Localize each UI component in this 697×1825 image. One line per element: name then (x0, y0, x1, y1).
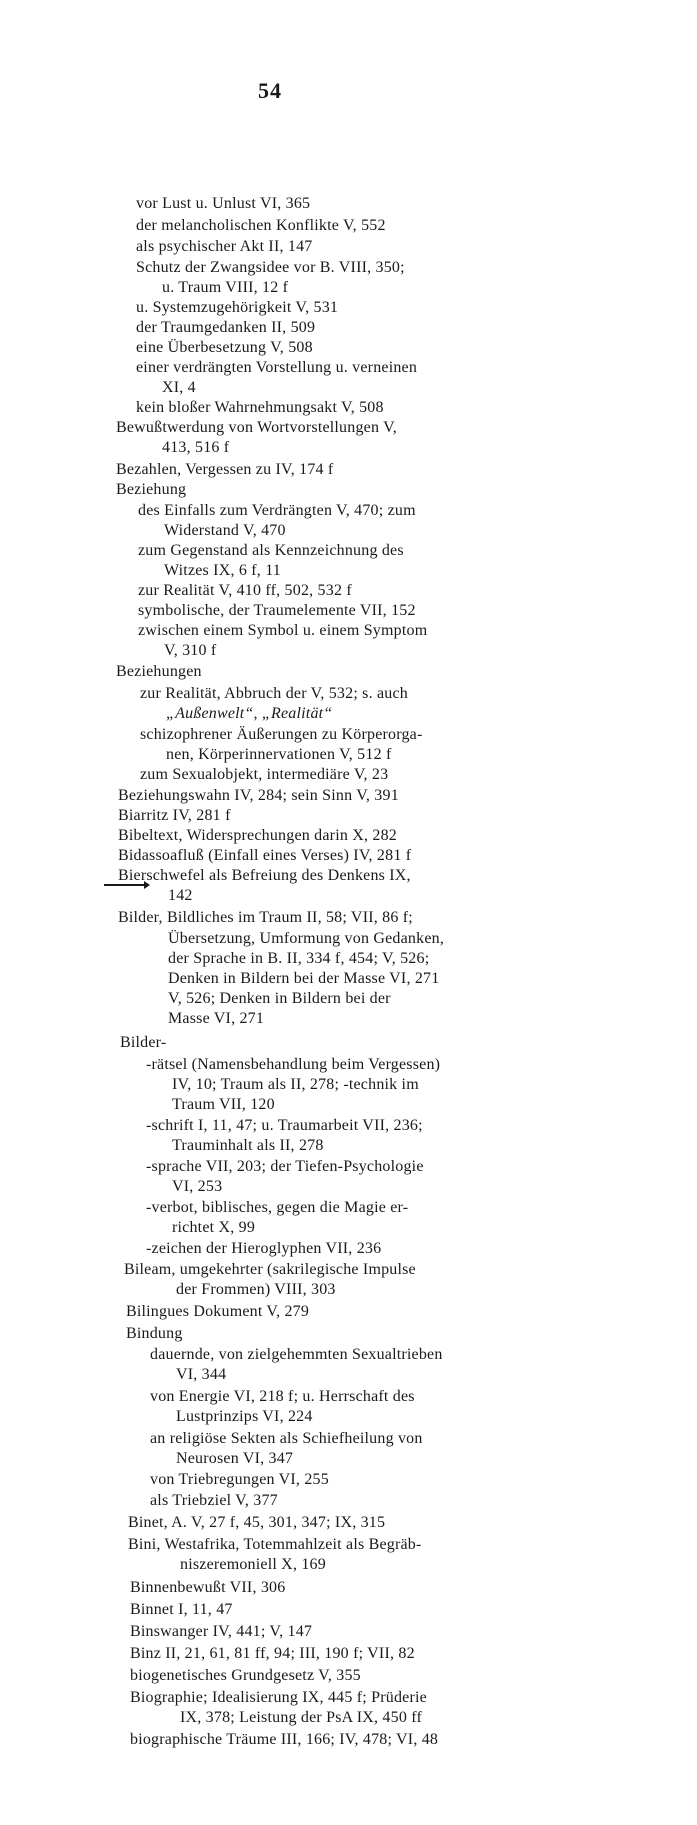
index-line: an religiöse Sekten als Schiefheilung von (150, 1430, 423, 1447)
index-line: kein bloßer Wahrnehmungsakt V, 508 (136, 399, 384, 416)
index-line: Binnet I, 11, 47 (130, 1601, 233, 1618)
index-line: Schutz der Zwangsidee vor B. VIII, 350; (136, 259, 405, 276)
index-line: Bindung (126, 1325, 183, 1342)
index-line: Bilder, Bildliches im Traum II, 58; VII, 86 f; (118, 909, 413, 926)
index-line: -sprache VII, 203; der Tiefen-Psychologie (146, 1158, 424, 1175)
index-line: Biarritz IV, 281 f (118, 807, 231, 824)
index-line: Bileam, umgekehrter (sakrilegische Impulse (124, 1261, 416, 1278)
index-line: 142 (168, 887, 193, 904)
index-line: XI, 4 (162, 379, 196, 396)
index-line: Lustprinzips VI, 224 (176, 1408, 313, 1425)
index-line: Bewußtwerdung von Wortvorstellungen V, (116, 419, 397, 436)
index-line: niszeremoniell X, 169 (180, 1556, 326, 1573)
index-line: nen, Körperinnervationen V, 512 f (166, 746, 392, 763)
index-line: Binet, A. V, 27 f, 45, 301, 347; IX, 315 (128, 1514, 386, 1531)
index-line: Trauminhalt als II, 278 (172, 1137, 324, 1154)
index-line: Bierschwefel als Befreiung des Denkens IX, (118, 867, 411, 884)
index-line: u. Traum VIII, 12 f (162, 279, 289, 296)
index-line: der Frommen) VIII, 303 (176, 1281, 336, 1298)
index-line: als psychischer Akt II, 147 (136, 238, 313, 255)
index-line: eine Überbesetzung V, 508 (136, 339, 313, 356)
index-line: Übersetzung, Umformung von Gedanken, (168, 930, 445, 947)
index-line: der Traumgedanken II, 509 (136, 319, 316, 336)
index-line: vor Lust u. Unlust VI, 365 (136, 195, 311, 212)
index-line: IX, 378; Leistung der PsA IX, 450 ff (180, 1709, 422, 1726)
index-line: Beziehungswahn IV, 284; sein Sinn V, 391 (118, 787, 399, 804)
index-line: Binz II, 21, 61, 81 ff, 94; III, 190 f; VII, 82 (130, 1645, 415, 1662)
index-line: der Sprache in B. II, 334 f, 454; V, 526; (168, 950, 430, 967)
index-line: dauernde, von zielgehemmten Sexualtrieben (150, 1346, 443, 1363)
index-line: Bezahlen, Vergessen zu IV, 174 f (116, 461, 334, 478)
index-line: zum Sexualobjekt, intermediäre V, 23 (140, 766, 389, 783)
index-line: von Energie VI, 218 f; u. Herrschaft des (150, 1388, 415, 1405)
index-line: V, 310 f (164, 642, 217, 659)
index-line: Denken in Bildern bei der Masse VI, 271 (168, 970, 440, 987)
index-line: Biographie; Idealisierung IX, 445 f; Prüderie (130, 1689, 427, 1706)
index-line: biographische Träume III, 166; IV, 478; VI, 48 (130, 1731, 439, 1748)
index-line: als Triebziel V, 377 (150, 1492, 278, 1509)
index-line: von Triebregungen VI, 255 (150, 1471, 329, 1488)
index-line: Binswanger IV, 441; V, 147 (130, 1623, 313, 1640)
margin-arrow-icon (104, 884, 146, 886)
index-line: symbolische, der Traumelemente VII, 152 (138, 602, 416, 619)
index-line: Beziehung (116, 481, 187, 498)
index-line: 413, 516 f (162, 439, 230, 456)
index-line: Witzes IX, 6 f, 11 (164, 562, 281, 579)
index-line: einer verdrängten Vorstellung u. verneinen (136, 359, 418, 376)
index-line: Bilder- (120, 1034, 167, 1051)
index-line: IV, 10; Traum als II, 278; -technik im (172, 1076, 419, 1093)
index-line: -schrift I, 11, 47; u. Traumarbeit VII, 236; (146, 1117, 423, 1134)
index-line: VI, 344 (176, 1366, 227, 1383)
index-line: Bidassoafluß (Einfall eines Verses) IV, 281 f (118, 847, 412, 864)
index-line: u. Systemzugehörigkeit V, 531 (136, 299, 339, 316)
index-line: VI, 253 (172, 1178, 223, 1195)
index-line: der melancholischen Konflikte V, 552 (136, 217, 386, 234)
index-line: Widerstand V, 470 (164, 522, 286, 539)
index-line: Traum VII, 120 (172, 1096, 275, 1113)
index-line: -zeichen der Hieroglyphen VII, 236 (146, 1240, 382, 1257)
index-line: -verbot, biblisches, gegen die Magie er- (146, 1199, 409, 1216)
index-line: biogenetisches Grundgesetz V, 355 (130, 1667, 361, 1684)
index-line: „Außenwelt“, „Realität“ (166, 705, 333, 722)
index-line: richtet X, 99 (172, 1219, 256, 1236)
index-line: Binnenbewußt VII, 306 (130, 1579, 286, 1596)
index-line: Bini, Westafrika, Totemmahlzeit als Begräb- (128, 1536, 422, 1553)
index-line: zwischen einem Symbol u. einem Symptom (138, 622, 428, 639)
index-line: Beziehungen (116, 663, 202, 680)
index-line: V, 526; Denken in Bildern bei der (168, 990, 391, 1007)
index-line: Neurosen VI, 347 (176, 1450, 294, 1467)
index-line: -rätsel (Namensbehandlung beim Vergessen) (146, 1056, 441, 1073)
index-line: schizophrener Äußerungen zu Körperorga- (140, 726, 423, 743)
index-line: zur Realität V, 410 ff, 502, 532 f (138, 582, 352, 599)
index-line: Masse VI, 271 (168, 1010, 265, 1027)
index-line: Bibeltext, Widersprechungen darin X, 282 (118, 827, 397, 844)
page-number: 54 (258, 78, 282, 103)
index-line: zum Gegenstand als Kennzeichnung des (138, 542, 404, 559)
index-line: zur Realität, Abbruch der V, 532; s. auch (140, 685, 408, 702)
index-line: Bilingues Dokument V, 279 (126, 1303, 310, 1320)
index-line: des Einfalls zum Verdrängten V, 470; zum (138, 502, 416, 519)
